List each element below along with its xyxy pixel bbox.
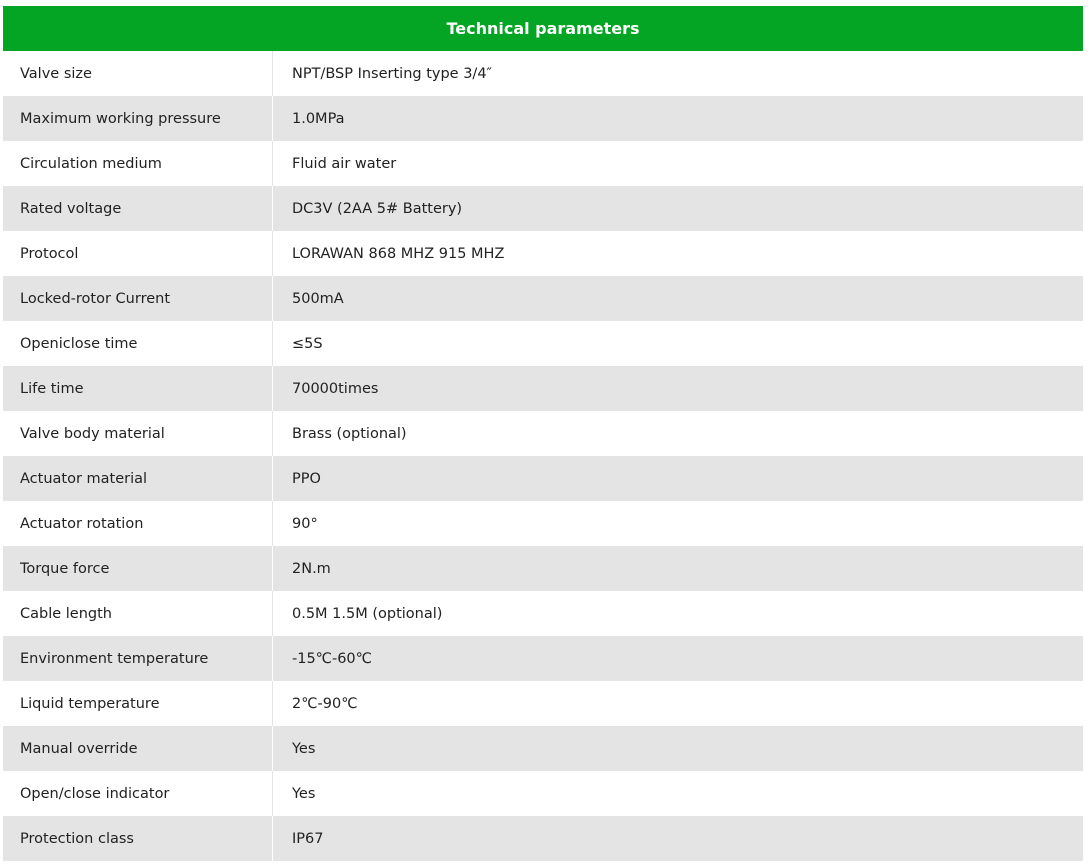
table-row xyxy=(3,276,1083,321)
parameter-value: IP67 xyxy=(292,830,324,847)
table-row xyxy=(3,726,1083,771)
parameter-label: Torque force xyxy=(3,546,273,591)
table-title: Technical parameters xyxy=(3,6,1083,51)
parameter-value: 0.5M 1.5M (optional) xyxy=(292,605,443,622)
table-row xyxy=(3,636,1083,681)
parameter-label: Valve body material xyxy=(3,411,273,456)
parameter-label: Actuator material xyxy=(3,456,273,501)
table-row xyxy=(3,231,1083,276)
parameter-value: Brass (optional) xyxy=(292,425,407,442)
parameter-value: 2℃-90℃ xyxy=(292,695,358,712)
parameter-value: Yes xyxy=(292,740,316,757)
parameter-value: PPO xyxy=(292,470,321,487)
table-row xyxy=(3,546,1083,591)
parameter-label: Life time xyxy=(3,366,273,411)
table-row xyxy=(3,591,1083,636)
table-row xyxy=(3,501,1083,546)
parameter-value: 1.0MPa xyxy=(292,110,345,127)
parameter-label: Locked-rotor Current xyxy=(3,276,273,321)
parameter-value: 90° xyxy=(292,515,318,532)
parameter-value: 2N.m xyxy=(292,560,331,577)
parameter-value: Fluid air water xyxy=(292,155,397,172)
parameter-value: 500mA xyxy=(292,290,344,307)
parameter-value: LORAWAN 868 MHZ 915 MHZ xyxy=(292,245,505,262)
parameter-label: Protection class xyxy=(3,816,273,861)
table-row xyxy=(3,321,1083,366)
parameter-label: Circulation medium xyxy=(3,141,273,186)
table-row xyxy=(3,366,1083,411)
parameter-label: Cable length xyxy=(3,591,273,636)
parameter-value: 70000times xyxy=(292,380,379,397)
parameter-value: ≤5S xyxy=(292,335,323,352)
table-row xyxy=(3,141,1083,186)
parameter-label: Protocol xyxy=(3,231,273,276)
parameter-value: Yes xyxy=(292,785,316,802)
table-row xyxy=(3,771,1083,816)
table-row xyxy=(3,411,1083,456)
parameter-label: Open/close indicator xyxy=(3,771,273,816)
parameter-value: NPT/BSP Inserting type 3/4″ xyxy=(292,65,492,82)
parameter-label: Valve size xyxy=(3,51,273,96)
table-row xyxy=(3,96,1083,141)
table-row xyxy=(3,816,1083,861)
parameter-label: Liquid temperature xyxy=(3,681,273,726)
parameter-value: DC3V (2AA 5# Battery) xyxy=(292,200,463,217)
parameter-label: Actuator rotation xyxy=(3,501,273,546)
parameter-label: Openiclose time xyxy=(3,321,273,366)
table-row xyxy=(3,51,1083,96)
table-row xyxy=(3,456,1083,501)
table-row xyxy=(3,186,1083,231)
parameter-label: Manual override xyxy=(3,726,273,771)
table-row xyxy=(3,681,1083,726)
parameter-label: Environment temperature xyxy=(3,636,273,681)
parameter-label: Rated voltage xyxy=(3,186,273,231)
parameter-value: -15℃-60℃ xyxy=(292,650,372,667)
technical-parameters-table xyxy=(3,6,1083,861)
parameter-label: Maximum working pressure xyxy=(3,96,273,141)
